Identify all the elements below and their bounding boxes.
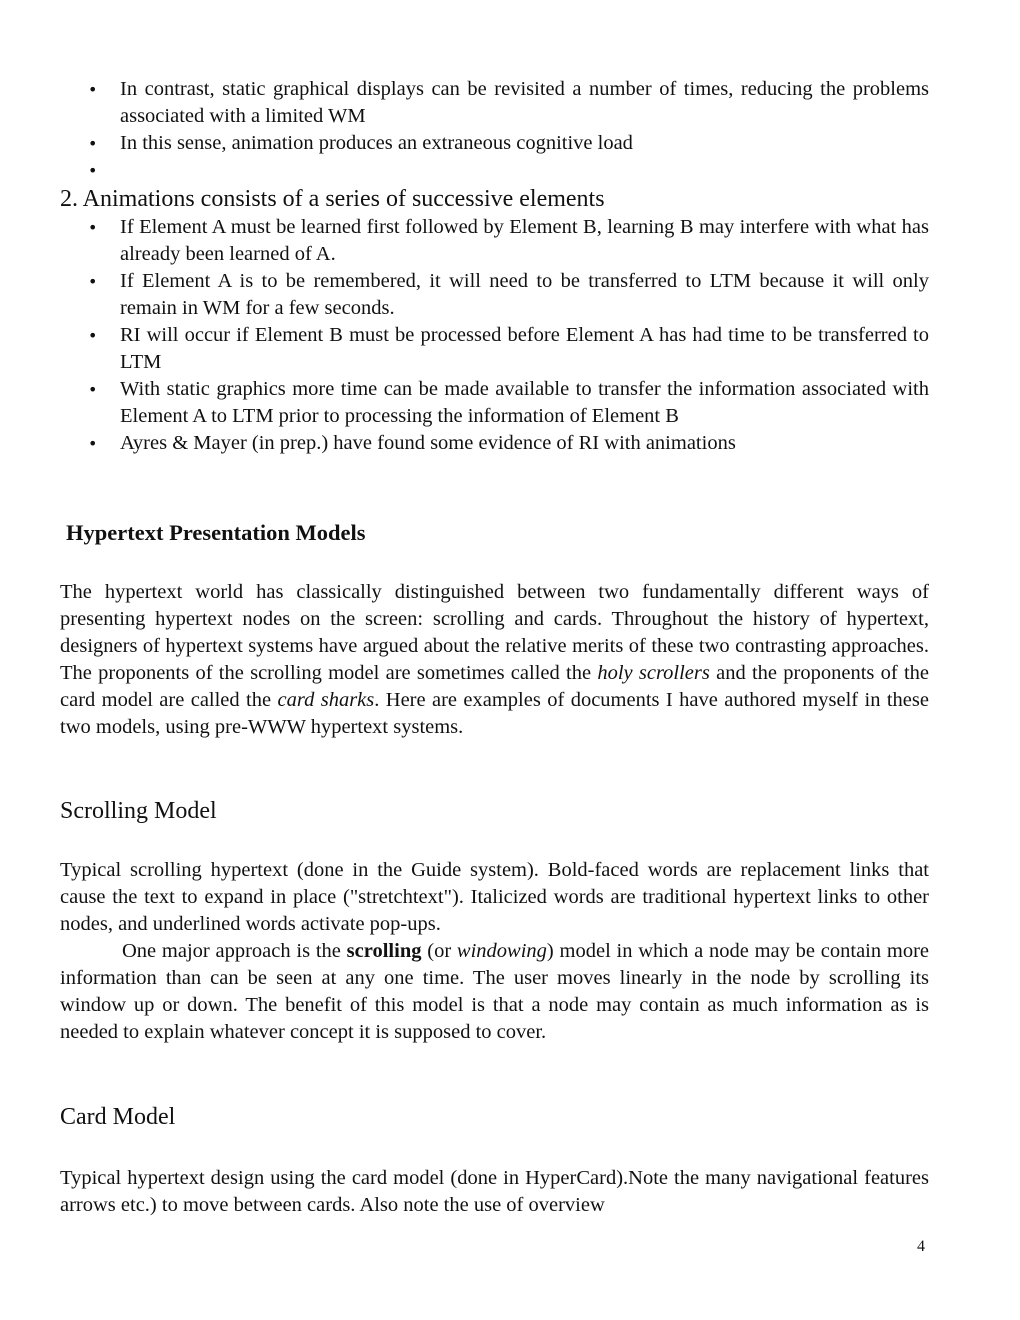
hypertext-text-a: The hypertext world has classically distinguished between two fundamentally different ways of presenting hypertext nodes on the screen: scrolling and cards. Throughout the history of hypertext, designers of hypertext systems have argued about the relative merits of these two contrasting approaches. The proponents of the scrolling model are sometimes called the	[60, 581, 929, 684]
scrolling-text-b: (or	[421, 940, 457, 962]
card-sharks-term: card sharks	[277, 689, 375, 711]
section-2-bullet-4: • With static graphics more time can be made available to transfer the information associated with Element A to LTM prior to processing the information of Element B	[60, 376, 929, 430]
section-2-bullet-1: • If Element A must be learned first followed by Element B, learning B may interfere with what has already been learned of A.	[60, 214, 929, 268]
hypertext-text-b: and the proponents of the card model are called the	[60, 662, 929, 711]
intro-bullet-list	[60, 76, 929, 184]
card-model-section	[60, 1102, 929, 1219]
hypertext-text-c: . Here are examples of documents I have authored myself in these two models, using pre-WWW hypertext systems.	[60, 689, 929, 738]
section-2-bullet-2: • If Element A is to be remembered, it will need to be transferred to LTM because it will only remain in WM for a few seconds.	[60, 268, 929, 322]
scrolling-term: scrolling	[346, 940, 422, 962]
section-2-bullet-5: • Ayres & Mayer (in prep.) have found some evidence of RI with animations	[60, 430, 929, 457]
scrolling-paragraph-1: Typical scrolling hypertext (done in the Guide system). Bold-faced words are replacement links that cause the text to expand in place ("stretchtext"). Italicized words are traditional hypertext links to other nodes, and underlined words activate pop-ups.	[60, 859, 929, 935]
intro-bullet-2: • In this sense, animation produces an extraneous cognitive load	[60, 130, 929, 157]
section-2	[60, 184, 929, 457]
section-2-heading: 2. Animations consists of a series of successive elements	[60, 186, 605, 212]
scrolling-model-section	[60, 796, 929, 1046]
hypertext-section	[60, 518, 929, 741]
intro-bullet-1: • In contrast, static graphical displays can be revisited a number of times, reducing the problems associated with a limited WM	[60, 76, 929, 130]
scrolling-paragraph-2	[60, 938, 929, 1046]
scrolling-text-a: One major approach is the	[122, 940, 347, 962]
hypertext-heading: Hypertext Presentation Models	[66, 520, 366, 545]
intro-bullet-3-empty	[60, 157, 929, 184]
page-number: 4	[917, 1238, 925, 1255]
scrolling-text-c: ) model in which a node may be contain more information than can be seen at any one time. The user moves linearly in the node by scrolling its window up or down. The benefit of this model is that a node may contain as much information as is needed to explain whatever concept it is supposed to cover.	[60, 940, 930, 1043]
holy-scrollers-term: holy scrollers	[597, 662, 710, 684]
hypertext-paragraph	[60, 579, 929, 741]
card-model-heading: Card Model	[60, 1104, 176, 1130]
card-paragraph-1: Typical hypertext design using the card model (done in HyperCard).Note the many navigational features arrows etc.) to move between cards. Also note the use of overview	[60, 1167, 929, 1216]
scrolling-model-heading: Scrolling Model	[60, 798, 217, 824]
windowing-term: windowing	[456, 940, 547, 962]
section-2-bullet-3: • RI will occur if Element B must be processed before Element A has had time to be transferred to LTM	[60, 322, 929, 376]
